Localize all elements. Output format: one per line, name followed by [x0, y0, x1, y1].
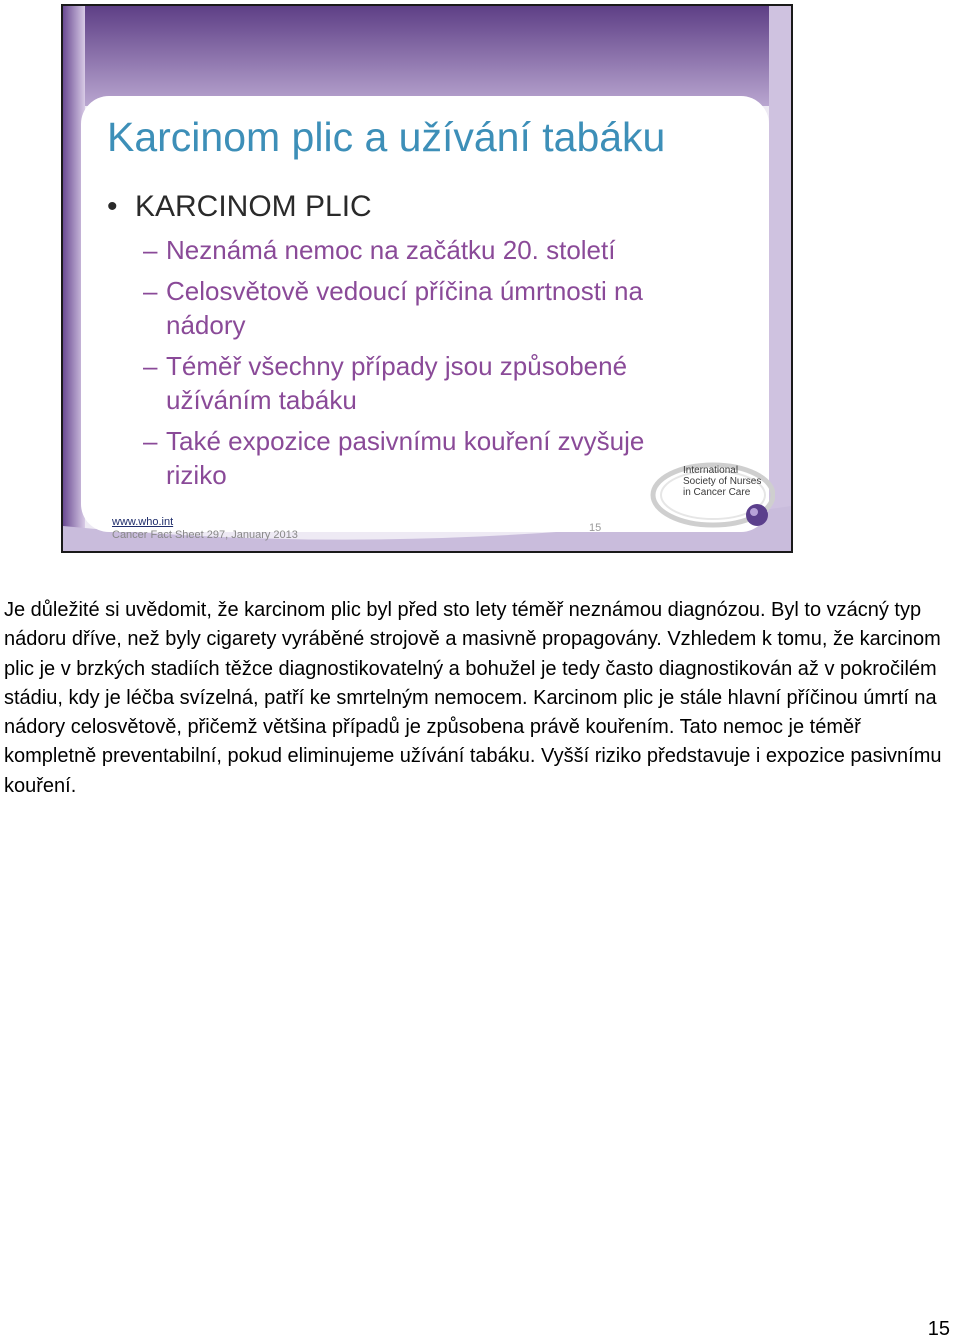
logo-line: in Cancer Care — [683, 487, 751, 498]
subitem-dash: – — [143, 426, 158, 456]
subitem-dash: – — [143, 235, 158, 265]
notes-text: Je důležité si uvědomit, že karcinom plic byl před sto lety téměř neznámou diagnózou. Byl to vzácný typ nádoru dříve, než byly cigarety vyráběné strojově a masivně propagovány. Vzhledem k tomu, že karcinom plic je v brzkých stadiích těžce diagnostikovatelný a bohužel je tedy často diagnostikován až v pokročilém stádiu, kdy je léčba svízelná, patří ke smrtelným nemocem. Karcinom plic je stále hlavní příčinou úmrtí na nádory celosvětově, přičemž většina případů je způsobena právě kouřením. Tato nemoc je téměř kompletně preventabilní, pokud eliminujeme užívání tabáku. Vyšší riziko představuje i expozice pasivnímu kouření. — [4, 599, 942, 797]
slide-subitem — [143, 274, 696, 342]
subitem-text: Neznámá nemoc na začátku 20. století — [166, 235, 616, 265]
subitem-text: Také expozice pasivnímu kouření zvyšuje riziko — [166, 426, 645, 490]
slide-subitem — [143, 233, 696, 267]
slide-number: 15 — [589, 522, 602, 534]
source-reference: Cancer Fact Sheet 297, January 2013 — [112, 529, 298, 541]
logo-line: International — [683, 465, 739, 476]
subitem-dash: – — [143, 276, 158, 306]
slide-bullet — [107, 190, 372, 224]
subitem-text: Téměř všechny případy jsou způsobené užíváním tabáku — [166, 351, 628, 415]
subitem-text: Celosvětově vedoucí příčina úmrtnosti na nádory — [166, 276, 643, 340]
subitem-dash: – — [143, 351, 158, 381]
bullet-marker: • — [107, 190, 118, 223]
source-link[interactable]: www.who.int — [112, 516, 174, 528]
slide-subitem — [143, 424, 696, 492]
logo-line: Society of Nurses — [683, 476, 762, 487]
slide-title: Karcinom plic a užívání tabáku — [107, 114, 666, 160]
logo-caption — [683, 465, 761, 498]
slide-subitem — [143, 349, 696, 417]
page-number: 15 — [927, 1318, 950, 1340]
slide-thumbnail — [61, 4, 793, 553]
bullet-text: KARCINOM PLIC — [135, 190, 372, 223]
